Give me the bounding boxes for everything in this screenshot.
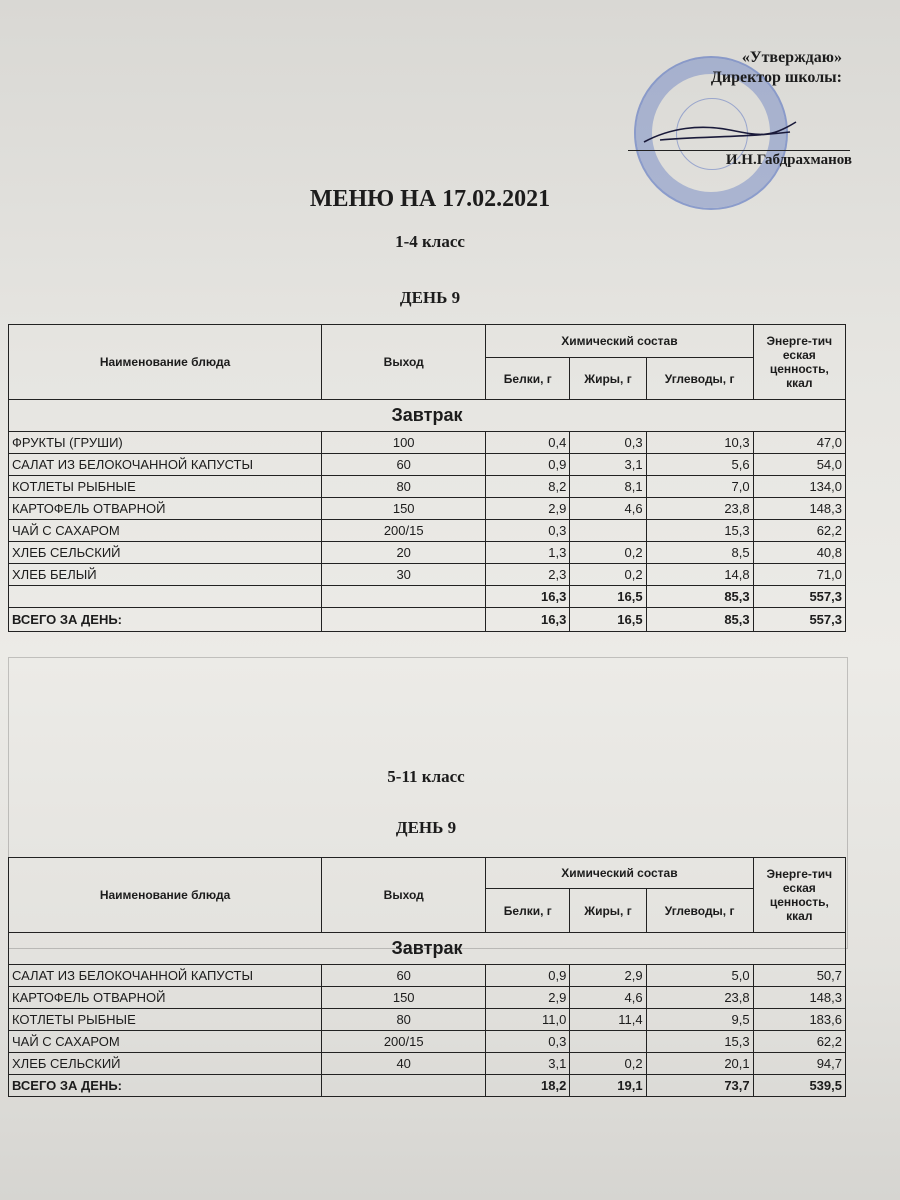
dish-name: КОТЛЕТЫ РЫБНЫЕ: [9, 476, 322, 498]
dish-energy: 62,2: [753, 520, 845, 542]
col-carbs-header: Углеводы, г: [646, 358, 753, 400]
table-row: [9, 1009, 846, 1031]
dish-fat: 0,2: [570, 564, 646, 586]
dish-carbs: 9,5: [646, 1009, 753, 1031]
table-row: [9, 987, 846, 1009]
dish-carbs: 10,3: [646, 432, 753, 454]
table-row: [9, 520, 846, 542]
subtotal-output: [322, 586, 486, 608]
dish-carbs: 23,8: [646, 987, 753, 1009]
col-chem-header: Химический состав: [486, 325, 753, 358]
dish-name: ХЛЕБ СЕЛЬСКИЙ: [9, 542, 322, 564]
dish-output: 200/15: [322, 1031, 486, 1053]
subtotal-carbs: 85,3: [646, 586, 753, 608]
table-row: [9, 965, 846, 987]
total-fat-1: 16,5: [570, 608, 646, 632]
dish-output: 150: [322, 987, 486, 1009]
dish-fat: 8,1: [570, 476, 646, 498]
total-carbs-1: 85,3: [646, 608, 753, 632]
dish-carbs: 15,3: [646, 1031, 753, 1053]
col-fat-header-2: Жиры, г: [570, 889, 646, 933]
table-row: [9, 1053, 846, 1075]
dish-name: ЧАЙ С САХАРОМ: [9, 1031, 322, 1053]
col-protein-header-2: Белки, г: [486, 889, 570, 933]
total-label-2: ВСЕГО ЗА ДЕНЬ:: [9, 1075, 322, 1097]
total-energy-2: 539,5: [753, 1075, 845, 1097]
approval-block: [711, 48, 842, 88]
col-energy-header: Энерге-тич еская ценность, ккал: [753, 325, 845, 400]
dish-protein: 0,3: [486, 520, 570, 542]
dish-energy: 183,6: [753, 1009, 845, 1031]
page-title: МЕНЮ НА 17.02.2021: [309, 186, 551, 212]
dish-energy: 62,2: [753, 1031, 845, 1053]
meal-label-2: Завтрак: [9, 933, 846, 965]
dish-name: КОТЛЕТЫ РЫБНЫЕ: [9, 1009, 322, 1031]
dish-energy: 148,3: [753, 498, 845, 520]
col-output-header-2: Выход: [322, 858, 486, 933]
dish-fat: [570, 1031, 646, 1053]
dish-fat: 4,6: [570, 987, 646, 1009]
dish-protein: 0,3: [486, 1031, 570, 1053]
col-name-header: Наименование блюда: [9, 325, 322, 400]
total-protein-1: 16,3: [486, 608, 570, 632]
dish-fat: 11,4: [570, 1009, 646, 1031]
col-name-header-2: Наименование блюда: [9, 858, 322, 933]
dish-output: 30: [322, 564, 486, 586]
dish-carbs: 8,5: [646, 542, 753, 564]
dish-protein: 2,9: [486, 498, 570, 520]
dish-output: 60: [322, 965, 486, 987]
subtotal-fat: 16,5: [570, 586, 646, 608]
dish-energy: 40,8: [753, 542, 845, 564]
col-output-header: Выход: [322, 325, 486, 400]
dish-carbs: 14,8: [646, 564, 753, 586]
total-label-1: ВСЕГО ЗА ДЕНЬ:: [9, 608, 322, 632]
subtotal-protein: 16,3: [486, 586, 570, 608]
table-row: [9, 498, 846, 520]
table-row: [9, 564, 846, 586]
dish-output: 100: [322, 432, 486, 454]
meal-label-1: Завтрак: [9, 400, 846, 432]
approval-line-2: Директор школы:: [710, 69, 842, 86]
class-label-2: 5-11 класс: [387, 767, 465, 786]
dish-protein: 1,3: [486, 542, 570, 564]
table-row: [9, 542, 846, 564]
dish-fat: 0,2: [570, 542, 646, 564]
dish-protein: 0,9: [486, 454, 570, 476]
dish-energy: 134,0: [753, 476, 845, 498]
dish-fat: 0,3: [570, 432, 646, 454]
total-fat-2: 19,1: [570, 1075, 646, 1097]
dish-protein: 0,9: [486, 965, 570, 987]
dish-carbs: 7,0: [646, 476, 753, 498]
table-row: [9, 1031, 846, 1053]
dish-carbs: 5,0: [646, 965, 753, 987]
dish-output: 80: [322, 476, 486, 498]
menu-table-2: [8, 857, 846, 1097]
dish-name: ХЛЕБ БЕЛЫЙ: [9, 564, 322, 586]
total-output-1: [322, 608, 486, 632]
dish-name: КАРТОФЕЛЬ ОТВАРНОЙ: [9, 987, 322, 1009]
dish-output: 60: [322, 454, 486, 476]
table-row: [9, 432, 846, 454]
dish-carbs: 5,6: [646, 454, 753, 476]
total-carbs-2: 73,7: [646, 1075, 753, 1097]
col-protein-header: Белки, г: [486, 358, 570, 400]
dish-energy: 54,0: [753, 454, 845, 476]
dish-energy: 148,3: [753, 987, 845, 1009]
dish-name: САЛАТ ИЗ БЕЛОКОЧАННОЙ КАПУСТЫ: [9, 965, 322, 987]
dish-energy: 50,7: [753, 965, 845, 987]
class-label-1: 1-4 класс: [395, 232, 465, 251]
dish-protein: 0,4: [486, 432, 570, 454]
col-carbs-header-2: Углеводы, г: [646, 889, 753, 933]
dish-protein: 2,3: [486, 564, 570, 586]
dish-fat: 0,2: [570, 1053, 646, 1075]
dish-fat: [570, 520, 646, 542]
col-energy-header-2: Энерге-тич еская ценность, ккал: [753, 858, 845, 933]
signature-graphic: [640, 118, 800, 148]
dish-output: 40: [322, 1053, 486, 1075]
dish-carbs: 20,1: [646, 1053, 753, 1075]
dish-name: САЛАТ ИЗ БЕЛОКОЧАННОЙ КАПУСТЫ: [9, 454, 322, 476]
table-row: [9, 476, 846, 498]
dish-fat: 3,1: [570, 454, 646, 476]
col-fat-header: Жиры, г: [570, 358, 646, 400]
dish-protein: 11,0: [486, 1009, 570, 1031]
col-chem-header-2: Химический состав: [486, 858, 753, 889]
dish-carbs: 23,8: [646, 498, 753, 520]
dish-name: ХЛЕБ СЕЛЬСКИЙ: [9, 1053, 322, 1075]
dish-energy: 47,0: [753, 432, 845, 454]
dish-fat: 2,9: [570, 965, 646, 987]
signature-line: [628, 150, 850, 151]
dish-protein: 2,9: [486, 987, 570, 1009]
total-output-2: [322, 1075, 486, 1097]
approval-line-1: «Утверждаю»: [741, 49, 842, 66]
menu-table-1: [8, 324, 846, 632]
dish-output: 80: [322, 1009, 486, 1031]
day-label-1: ДЕНЬ 9: [399, 288, 461, 307]
dish-protein: 8,2: [486, 476, 570, 498]
dish-name: ЧАЙ С САХАРОМ: [9, 520, 322, 542]
dish-fat: 4,6: [570, 498, 646, 520]
subtotal-energy: 557,3: [753, 586, 845, 608]
dish-name: ФРУКТЫ (ГРУШИ): [9, 432, 322, 454]
dish-output: 200/15: [322, 520, 486, 542]
day-label-2: ДЕНЬ 9: [395, 818, 457, 837]
dish-energy: 71,0: [753, 564, 845, 586]
dish-output: 20: [322, 542, 486, 564]
dish-carbs: 15,3: [646, 520, 753, 542]
dish-energy: 94,7: [753, 1053, 845, 1075]
dish-output: 150: [322, 498, 486, 520]
dish-protein: 3,1: [486, 1053, 570, 1075]
subtotal-label: [9, 586, 322, 608]
dish-name: КАРТОФЕЛЬ ОТВАРНОЙ: [9, 498, 322, 520]
total-protein-2: 18,2: [486, 1075, 570, 1097]
signer-name: И.Н.Габдрахманов: [725, 152, 852, 168]
total-energy-1: 557,3: [753, 608, 845, 632]
table-row: [9, 454, 846, 476]
